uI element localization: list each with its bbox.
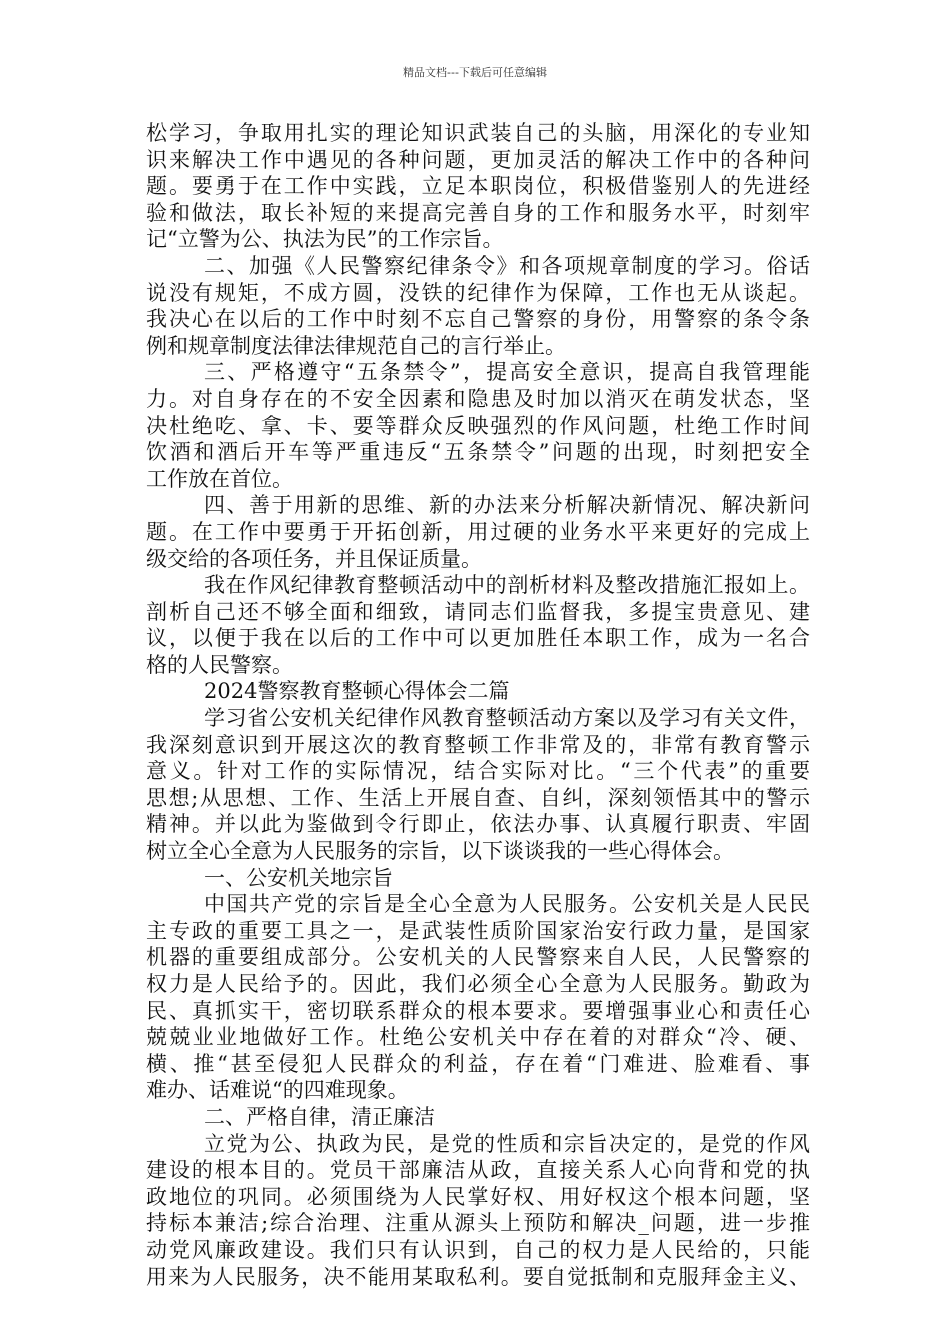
paragraph-first-line: 立党为公、执政为民，是党的性质和宗旨决定的，是党的作风 (204, 1131, 810, 1156)
text-line: 议，以便于我在以后的工作中可以更加胜任本职工作，成为一名合 (146, 626, 810, 651)
paragraph-first-line: 中国共产党的宗旨是全心全意为人民服务。公安机关是人民民 (204, 892, 810, 917)
text-line: 难办、话难说“的四难现象。 (146, 1078, 409, 1103)
paragraph-first-line: 二、加强《人民警察纪律条令》和各项规章制度的学习。俗话 (204, 253, 810, 278)
text-line: 决杜绝吃、拿、卡、要等群众反映强烈的作风问题，杜绝工作时间 (146, 413, 810, 438)
page-header: 精品文档---下载后可任意编辑 (403, 66, 547, 79)
paragraph-first-line: 学习省公安机关纪律作风教育整顿活动方案以及学习有关文件， (204, 706, 810, 731)
text-line: 级交给的各项任务，并且保证质量。 (146, 546, 482, 571)
text-line: 工作放在首位。 (146, 466, 293, 491)
text-line: 力。对自身存在的不安全因素和隐患及时加以消灭在萌发状态，坚 (146, 386, 810, 411)
text-line: 我决心在以后的工作中时刻不忘自己警察的身份，用警察的条令条 (146, 307, 810, 332)
text-line: 题。要勇于在工作中实践，立足本职岗位，积极借鉴别人的先进经 (146, 174, 810, 199)
text-line: 机器的重要组成部分。公安机关的人民警察来自人民，人民警察的 (146, 945, 810, 970)
text-line: 格的人民警察。 (146, 652, 293, 677)
text-line: 思想;从思想、工作、生活上开展自查、自纠，深刻领悟其中的警示 (146, 785, 810, 810)
text-line: 题。在工作中要勇于开拓创新，用过硬的业务水平来更好的完成上 (146, 519, 810, 544)
paragraph-first-line: 三、严格遵守“五条禁令”，提高安全意识，提高自我管理能 (204, 360, 810, 385)
text-line: 持标本兼洁;综合治理、注重从源头上预防和解决_问题，进一步推 (146, 1211, 810, 1236)
text-line: 松学习，争取用扎实的理论知识武装自己的头脑，用深化的专业知 (146, 121, 810, 145)
document-body (146, 120, 810, 1290)
paragraph-first-line: 我在作风纪律教育整顿活动中的剖析材料及整改措施汇报如上。 (204, 573, 810, 598)
paragraph-first-line: 二、严格自律，清正廉洁 (204, 1104, 435, 1129)
text-line: 验和做法，取长补短的来提高完善自身的工作和服务水平，时刻牢 (146, 200, 810, 225)
text-line: 建设的根本目的。党员干部廉洁从政，直接关系人心向背和党的执 (146, 1158, 810, 1183)
text-line: 记“立警为公、执法为民”的工作宗旨。 (146, 227, 504, 252)
text-line: 权力是人民给予的。因此，我们必须全心全意为人民服务。勤政为 (146, 972, 810, 996)
text-line: 主专政的重要工具之一，是武装性质阶国家治安行政力量，是国家 (146, 918, 810, 943)
paragraph-first-line: 四、善于用新的思维、新的办法来分析解决新情况、解决新问 (204, 493, 810, 518)
text-line: 意义。针对工作的实际情况，结合实际对比。“三个代表”的重要 (146, 759, 810, 784)
text-line: 兢兢业业地做好工作。杜绝公安机关中存在着的对群众“冷、硬、 (146, 1025, 810, 1050)
text-line: 我深刻意识到开展这次的教育整顿工作非常及的，非常有教育警示 (146, 732, 810, 757)
text-line: 剖析自己还不够全面和细致，请同志们监督我，多提宝贵意见、建 (146, 599, 810, 624)
text-line: 动党风廉政建设。我们只有认识到，自己的权力是人民给的，只能 (146, 1237, 810, 1262)
text-line: 说没有规矩，不成方圆，没铁的纪律作为保障，工作也无从谈起。 (146, 280, 810, 305)
text-line: 民、真抓实干，密切联系群众的根本要求。要增强事业心和责任心 (146, 998, 810, 1023)
paragraph-first-line: 2024警察教育整顿心得体会二篇 (204, 679, 510, 704)
text-line: 用来为人民服务，决不能用某取私利。要自觉抵制和克服拜金主义、 (146, 1264, 810, 1289)
text-line: 精神。并以此为鉴做到令行即止，依法办事、认真履行职责、牢固 (146, 812, 810, 837)
text-line: 例和规章制度法律法律规范自己的言行举止。 (146, 333, 566, 358)
text-line: 识来解决工作中遇见的各种问题，更加灵活的解决工作中的各种问 (146, 147, 810, 172)
text-line: 横、推“甚至侵犯人民群众的利益，存在着“门难进、脸难看、事 (146, 1051, 810, 1076)
text-line: 饮酒和酒后开车等严重违反“五条禁令”问题的出现，时刻把安全 (146, 440, 810, 465)
paragraph-first-line: 一、公安机关地宗旨 (204, 865, 393, 890)
text-line: 树立全心全意为人民服务的宗旨，以下谈谈我的一些心得体会。 (146, 839, 734, 864)
text-line: 政地位的巩同。必须围绕为人民掌好权、用好权这个根本问题，坚 (146, 1184, 810, 1209)
